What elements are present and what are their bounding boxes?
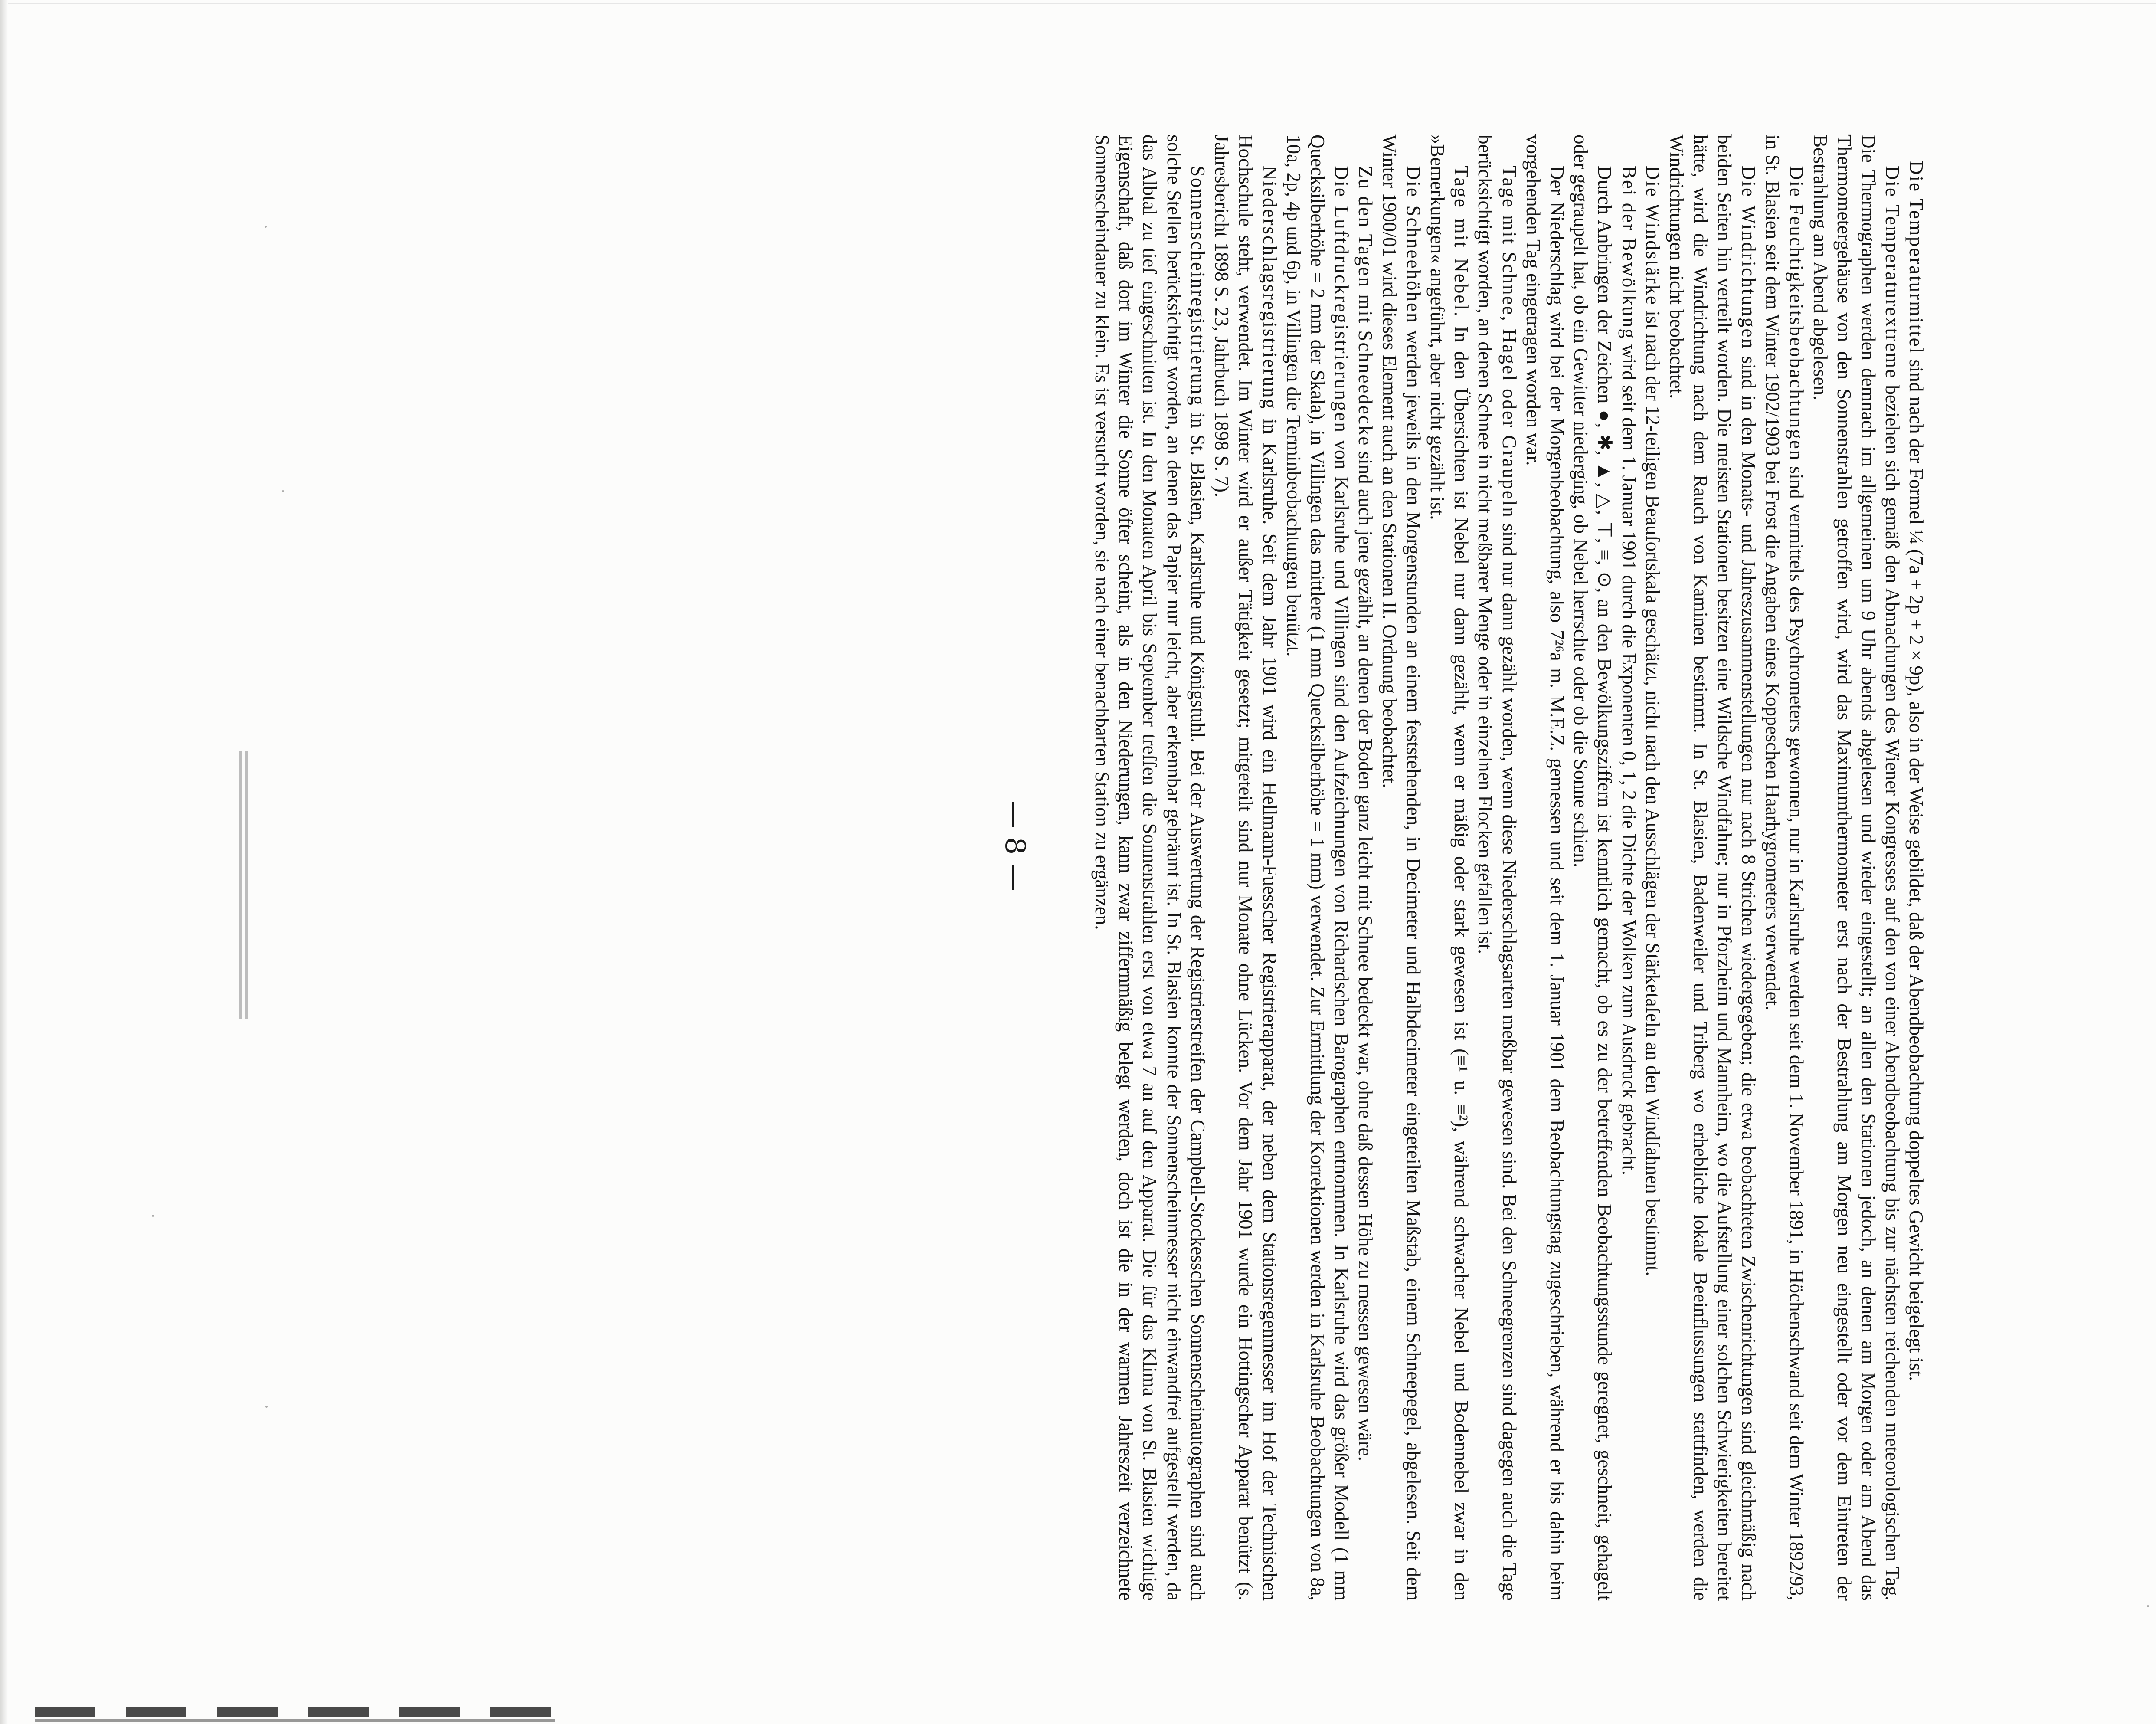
page-number: — 8 — bbox=[999, 800, 1031, 891]
paragraph-text: von Karlsruhe und Villingen sind den Aufzeichnungen von Richardschen Barographen entnommen. In Karlsruhe wird das größer Modell (1 mm Quecksilberhöhe = 2 mm der Skala), in Villingen das mittlere (1 mm Quecksilberhöhe = 1 mm) verwendet. Zur Ermittlung der Korrektionen werden in Karlsruhe Beobachtungen von 8a, 10a, 2p, 4p und 6p, in Villingen die Terminbeobachtungen benützt. bbox=[1282, 134, 1353, 1601]
paragraph-lead: Zu den Tagen mit Schneedecke bbox=[1354, 166, 1377, 447]
paragraph-nebel bbox=[1425, 134, 1473, 1601]
paragraph-windrichtungen bbox=[1665, 134, 1760, 1601]
paragraph-text: in Karlsruhe. Seit dem Jahr 1901 wird ein Hellmann-Fuesscher Registrierapparat, der neben dem Stationsregenmesser im Hof der Technischen Hochschule steht, verwendet. Im Winter wird er außer Tätigkeit gesetzt; mitgeteilt sind nur Monate ohne Lücken. Vor dem Jahr 1901 wurde ein Hottingscher Apparat benützt (s. Jahresbericht 1898 S. 23, Jahrbuch 1898 S. 7). bbox=[1211, 134, 1281, 1601]
scan-left-edge bbox=[0, 0, 8, 1724]
paragraph-lead: Tage mit Nebel. bbox=[1450, 166, 1472, 318]
paragraph-bewoelkung bbox=[1616, 134, 1640, 1601]
paragraph-lead: Die Temperaturextreme bbox=[1881, 166, 1903, 380]
paragraph-niederschlagsregistrierung bbox=[1210, 134, 1282, 1601]
body-text bbox=[219, 134, 1928, 1601]
paragraph-windstaerke bbox=[1641, 134, 1665, 1601]
paragraph-lead: Die Luftdruckregistrierungen bbox=[1331, 166, 1353, 433]
paragraph-schneedecke bbox=[1353, 134, 1377, 1601]
paragraph-text: sind in den Monats- und Jahreszusammenstellungen nur nach 8 Strichen wiedergegeben; die etwa beobachteten Zwischenrichtungen sind gleichmäßig nach beiden Seiten hin verteilt worden. Die meisten Stationen besitzen eine Wildsche Windfahne; nur in Pforzheim und Mannheim, wo die Aufstellung einer solchen Schwierigkeiten bereitet hätte, wird die Windrichtung nach dem Rauch von Kaminen bestimmt. In St. Blasien, Badenweiler und Triberg wo erhebliche lokale Beeinflussungen stattfinden, werden die Windrichtungen nicht beobachtet. bbox=[1665, 134, 1760, 1601]
paragraph-niederschlag bbox=[1521, 134, 1569, 1601]
paragraph-temperaturmittel bbox=[1904, 134, 1928, 1601]
paragraph-sonnenschein bbox=[1090, 134, 1210, 1601]
paragraph-text: beziehen sich gemäß den Abmachungen des Wiener Kongresses auf den von einer Abendbeobachtung bis zur nächsten reichenden meteorologischen Tag. Die Thermographen werden demnach im allgemeinen um 9 Uhr abends abgelesen und wieder eingestellt; an allen den Stationen jedoch, an denen am Morgen oder am Abend das Thermometergehäuse von den Sonnenstrahlen getroffen wird, wird das Maximumthermometer erst nach der Bestrahlung am Morgen neu eingestellt oder vor dem Eintreten der Bestrahlung am Abend abgelesen. bbox=[1809, 134, 1903, 1601]
paragraph-text: sind nach der Formel ¼ (7a + 2p + 2 × 9p), also in der Weise gebildet, daß der Abendbeobachtung doppeltes Gewicht beigelegt ist. bbox=[1905, 354, 1927, 1381]
paragraph-lead: Die Schneehöhen bbox=[1402, 166, 1424, 324]
scan-speck bbox=[2147, 1605, 2149, 1607]
scan-bottom-edge bbox=[35, 1707, 555, 1717]
paragraph-schnee-hagel bbox=[1473, 134, 1521, 1601]
paragraph-text: sind nur dann gezählt worden, wenn diese Niederschlagsarten meßbar gewesen sind. Bei den Schneegrenzen sind dagegen auch die Tage berücksichtigt worden, an denen Schnee in nicht meßbarer Menge oder in einzelnen Flocken gefallen ist. bbox=[1474, 134, 1520, 1601]
paragraph-text: Der Niederschlag wird bei der Morgenbeobachtung, also 7²⁶a m. M.E.Z. gemessen und seit dem 1. Januar 1901 dem Beobachtungstag zugeschrieben, während er bis dahin beim vorgehenden Tag eingetragen worden war. bbox=[1522, 134, 1568, 1601]
paragraph-lead: Sonnenscheinregistrierung bbox=[1187, 166, 1209, 406]
paragraph-temperaturextreme bbox=[1808, 134, 1904, 1601]
paragraph-text: in St. Blasien, Karlsruhe und Königstuhl. Bei der Auswertung der Registrierstreifen der Campbell-Stockesschen Sonnenscheinautographen sind auch solche Stellen berücksichtigt worden, an denen das Papier nur leicht, aber erkennbar gebräunt ist. In St. Blasien konnte der Sonnenscheinmesser nicht einwandfrei aufgestellt werden, da das Albtal zu tief eingeschnitten ist. In den Monaten April bis September treffen die Sonnenstrahlen erst von etwa 7 an auf den Apparat. Die für das Klima von St. Blasien wichtige Eigenschaft, daß dort im Winter die Sonne öfter scheint, als in den Niederungen, kann zwar ziffernmäßig belegt werden, doch ist die in der warmen Jahreszeit verzeichnete Sonnenscheindauer zu klein. Es ist versucht worden, sie nach einer benachbarten Station zu ergänzen. bbox=[1091, 134, 1209, 1601]
paragraph-text: Durch Anbringen der Zeichen ●, ✱, ▲, △, ⊤, ≡, ⊙, an den Bewölkungsziffern ist kenntlich gemacht, ob es zu der betreffenden Beobachtungsstunde geregnet, geschneit, gehagelt oder gegraupelt hat, ob ein Gewitter niederging, ob Nebel herrschte oder ob die Sonne schien. bbox=[1570, 134, 1616, 1601]
paragraph-text: ist nach der 12-teiligen Beaufortskala geschätzt, nicht nach den Ausschlägen der Stärketafeln an den Windfahnen bestimmt. bbox=[1642, 306, 1664, 1276]
paragraph-lead: Die Windrichtungen bbox=[1737, 166, 1760, 350]
paragraph-text: In den Übersichten ist Nebel nur dann gezählt, wenn er mäßig oder stark gewesen ist (≡¹ u. ≡²), während schwacher Nebel und Bodennebel zwar in den »Bemerkungen« angeführt, aber nicht gezählt ist. bbox=[1426, 134, 1472, 1601]
paragraph-lead: Niederschlagsregistrierung bbox=[1259, 166, 1281, 410]
paragraph-lead: Bei der Bewölkung bbox=[1618, 166, 1640, 340]
paragraph-text: sind vermittels des Psychrometers gewonnen, nur in Karlsruhe werden seit dem 1. November 1891, in Höchenschwand seit dem Winter 1892/93, in St. Blasien seit dem Winter 1902/1903 bei Frost die Angaben eines Koppeschen Haarhygrometers verwendet. bbox=[1761, 134, 1807, 1601]
scan-speck bbox=[152, 1215, 154, 1217]
paragraph-text: sind auch jene gezählt, an denen der Boden ganz leicht mit Schnee bedeckt war, ohne daß dessen Höhe zu messen gewesen wäre. bbox=[1354, 446, 1377, 1461]
paragraph-lead: Tage mit Schnee, Hagel oder Graupeln bbox=[1498, 166, 1520, 518]
paragraph-text: wird seit dem 1. Januar 1901 durch die Exponenten 0, 1, 2 die Dichte der Wolken zum Ausdruck gebracht. bbox=[1618, 339, 1640, 1176]
scan-bottom-edge bbox=[35, 1719, 555, 1722]
paragraph-zeichen bbox=[1569, 134, 1616, 1601]
paragraph-schneehoehen bbox=[1377, 134, 1425, 1601]
paragraph-text: werden jeweils in den Morgenstunden an einem feststehenden, in Decimeter und Halbdecimeter eingeteilten Maßstab, einem Schneepegel, abgelesen. Seit dem Winter 1900/01 wird dieses Element auch an den Stationen II. Ordnung beobachtet. bbox=[1378, 134, 1424, 1601]
paragraph-lead: Die Windstärke bbox=[1642, 166, 1664, 306]
paragraph-lead: Die Feuchtigkeitsbeobachtungen bbox=[1785, 166, 1807, 462]
paragraph-lead: Die Temperaturmittel bbox=[1905, 161, 1927, 355]
paragraph-luftdruck bbox=[1282, 134, 1354, 1601]
scan-top-edge bbox=[0, 3, 2156, 4]
paragraph-feuchtigkeit bbox=[1760, 134, 1808, 1601]
